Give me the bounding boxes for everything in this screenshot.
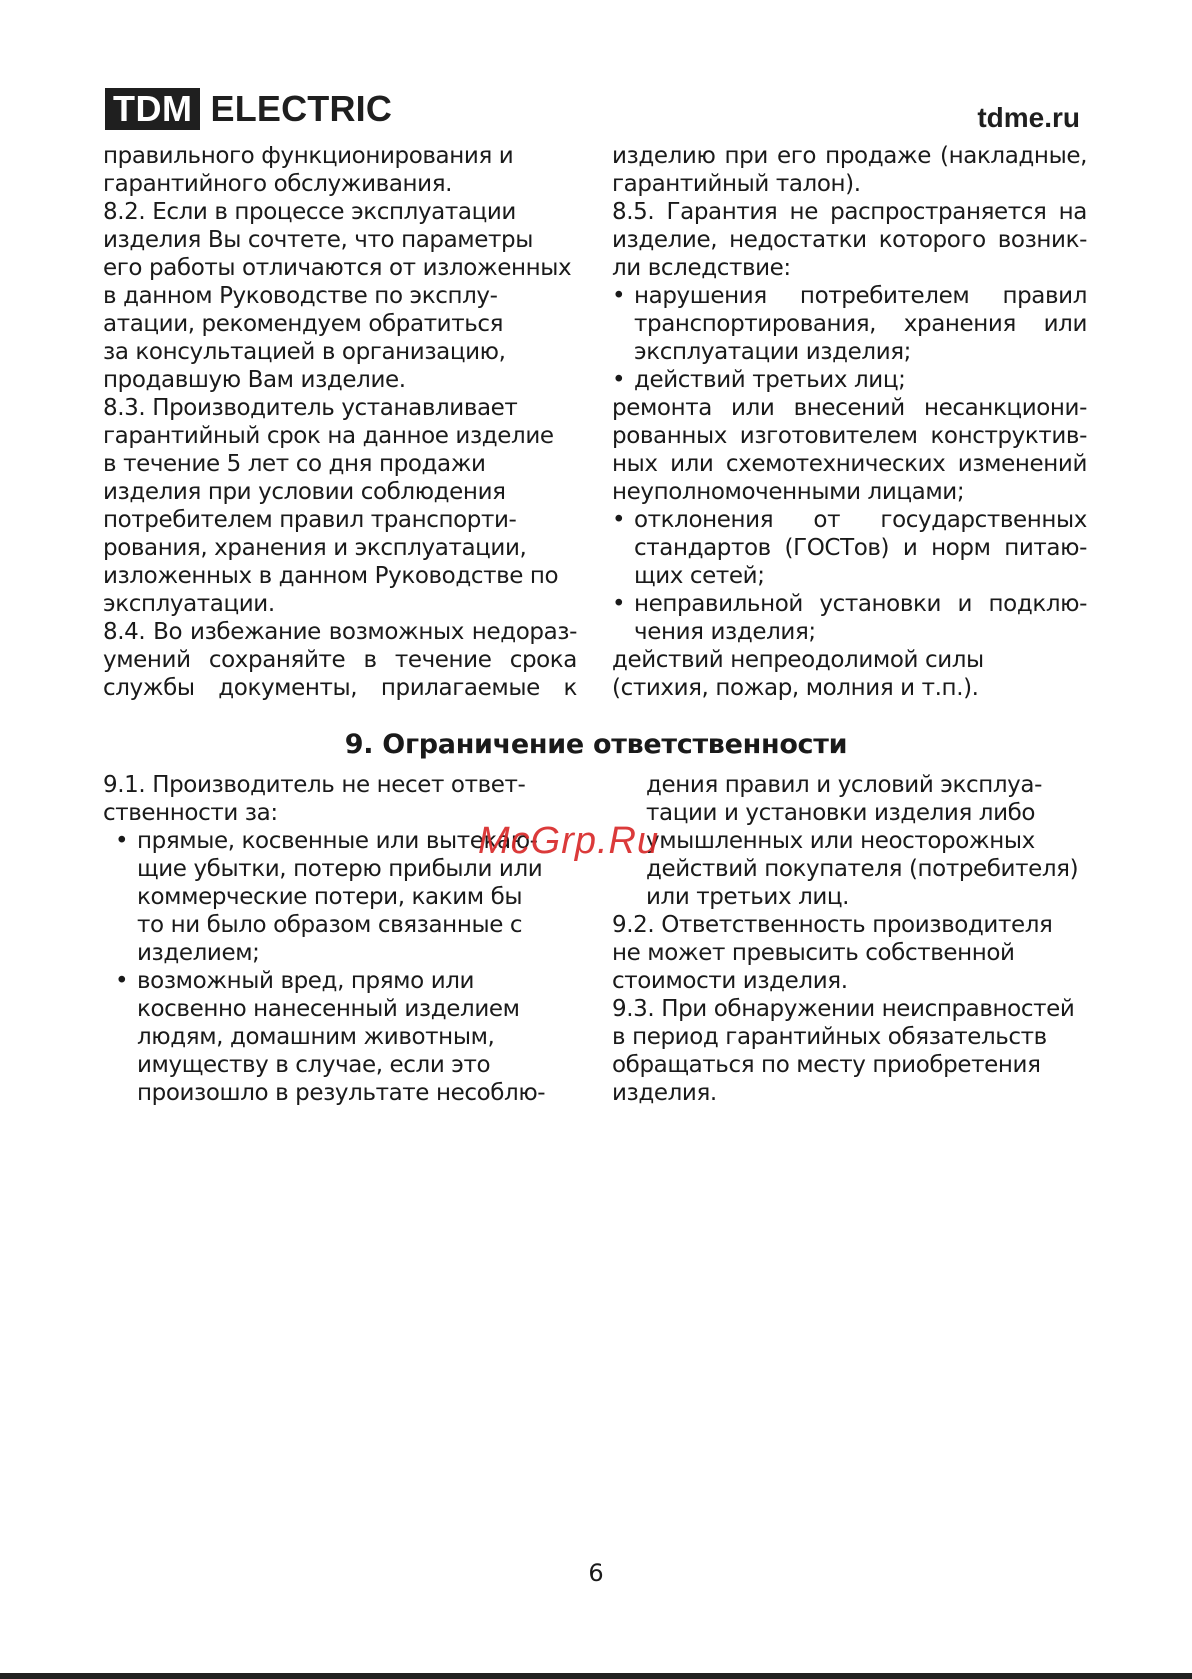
text-line: 9.1. Производитель не несет ответ- [103,772,526,798]
text-line: изделия Вы сочтете, что параметры [103,227,533,253]
text-line: щие убытки, потерю прибыли или [137,856,543,882]
text-line: изделие, недостатки которого возник- [612,227,1087,253]
text-line: правильного функционирования и [103,143,514,169]
top-left-column [103,142,577,702]
text-line: умений сохраняйте в течение срока [103,647,577,673]
text-line: • возможный вред, прямо или [137,968,475,994]
bottom-edge-bar [0,1673,1192,1679]
brand-logo [105,88,392,130]
text-line: гарантийного обслуживания. [103,171,453,197]
text-line: 8.3. Производитель устанавливает [103,395,518,421]
text-line: неуполномоченными лицами; [612,479,965,505]
section-title: 9. Ограничение ответственности [344,729,848,760]
text-line: 9.2. Ответственность производителя [612,912,1053,938]
list-item [612,282,1087,366]
watermark: McGrp.Ru [478,820,660,862]
text-line: не может превысить собственной [612,940,1015,966]
text-line: его работы отличаются от изложенных [103,255,572,281]
text-line: ли вследствие: [612,255,791,281]
list-item [103,967,577,1107]
text-line: изделием; [137,940,260,966]
text-line: рованных изготовителем конструктив- [612,423,1087,449]
text-line: чения изделия; [634,619,816,645]
list-item [612,590,1087,646]
text-line: изделия при условии соблюдения [103,479,506,505]
text-line: службы документы, прилагаемые к [103,675,577,701]
text-line: действий покупателя (потребителя) [646,856,1079,882]
text-line: имуществу в случае, если это [137,1052,491,1078]
text-line: стандартов (ГОСТов) и норм питаю- [634,535,1087,561]
text-line: тации и установки изделия либо [646,800,1036,826]
text-line: изделия. [612,1080,717,1106]
text-line: в данном Руководстве по эксплу- [103,283,498,309]
text-line: потребителем правил транспорти- [103,507,517,533]
site-url: tdme.ru [977,102,1080,133]
text-line: щих сетей; [634,563,765,589]
text-line: • отклонения от государственных [634,507,1087,533]
text-line: действий непреодолимой силы [612,647,984,673]
text-line: стоимости изделия. [612,968,848,994]
text-line: в период гарантийных обязательств [612,1024,1047,1050]
text-line: или третьих лиц. [646,884,850,910]
text-line: (стихия, пожар, молния и т.п.). [612,675,979,701]
text-line: умышленных или неосторожных [646,828,1035,854]
text-line: в течение 5 лет со дня продажи [103,451,486,477]
text-line: • действий третьих лиц; [634,367,906,393]
bottom-right-column [612,771,1087,1107]
text-line: • прямые, косвенные или вытекаю- [137,828,538,854]
text-line: рования, хранения и эксплуатации, [103,535,527,561]
logo-text: ELECTRIC [210,88,393,129]
page-header [105,88,1085,134]
text-line: 8.5. Гарантия не распространяется на [612,199,1087,225]
text-line: эксплуатации. [103,591,275,617]
text-line: 9.3. При обнаружении неисправностей [612,996,1075,1022]
text-line: обращаться по месту приобретения [612,1052,1041,1078]
text-line: • неправильной установки и подклю- [634,591,1087,617]
page-number: 6 [588,1559,604,1587]
text-line: гарантийный срок на данное изделие [103,423,554,449]
text-line: гарантийный талон). [612,171,861,197]
text-line: за консультацией в организацию, [103,339,506,365]
text-line: 8.2. Если в процессе эксплуатации [103,199,516,225]
text-line: 8.4. Во избежание возможных недораз- [103,619,577,645]
text-line: атации, рекомендуем обратиться [103,311,504,337]
text-line: продавшую Вам изделие. [103,367,406,393]
list-item [612,366,1087,394]
text-line: коммерческие потери, каким бы [137,884,523,910]
top-right-column [612,142,1087,702]
text-line: косвенно нанесенный изделием [137,996,520,1022]
logo-box: TDM [105,88,200,130]
text-line: эксплуатации изделия; [634,339,912,365]
text-line: дения правил и условий эксплуа- [646,772,1042,798]
text-line: ремонта или внесений несанкциони- [612,395,1087,421]
text-line: произошло в результате несоблю- [137,1080,546,1106]
list-item-continuation [612,771,1087,911]
text-line: изделию при его продаже (накладные, [612,143,1087,169]
text-line: ственности за: [103,800,278,826]
text-line: • нарушения потребителем правил [634,283,1087,309]
text-line: транспортирования, хранения или [634,311,1087,337]
text-line: изложенных в данном Руководстве по [103,563,559,589]
text-line: то ни было образом связанные с [137,912,523,938]
text-line: ных или схемотехнических изменений [612,451,1087,477]
text-line: людям, домашним животным, [137,1024,495,1050]
list-item [612,506,1087,590]
